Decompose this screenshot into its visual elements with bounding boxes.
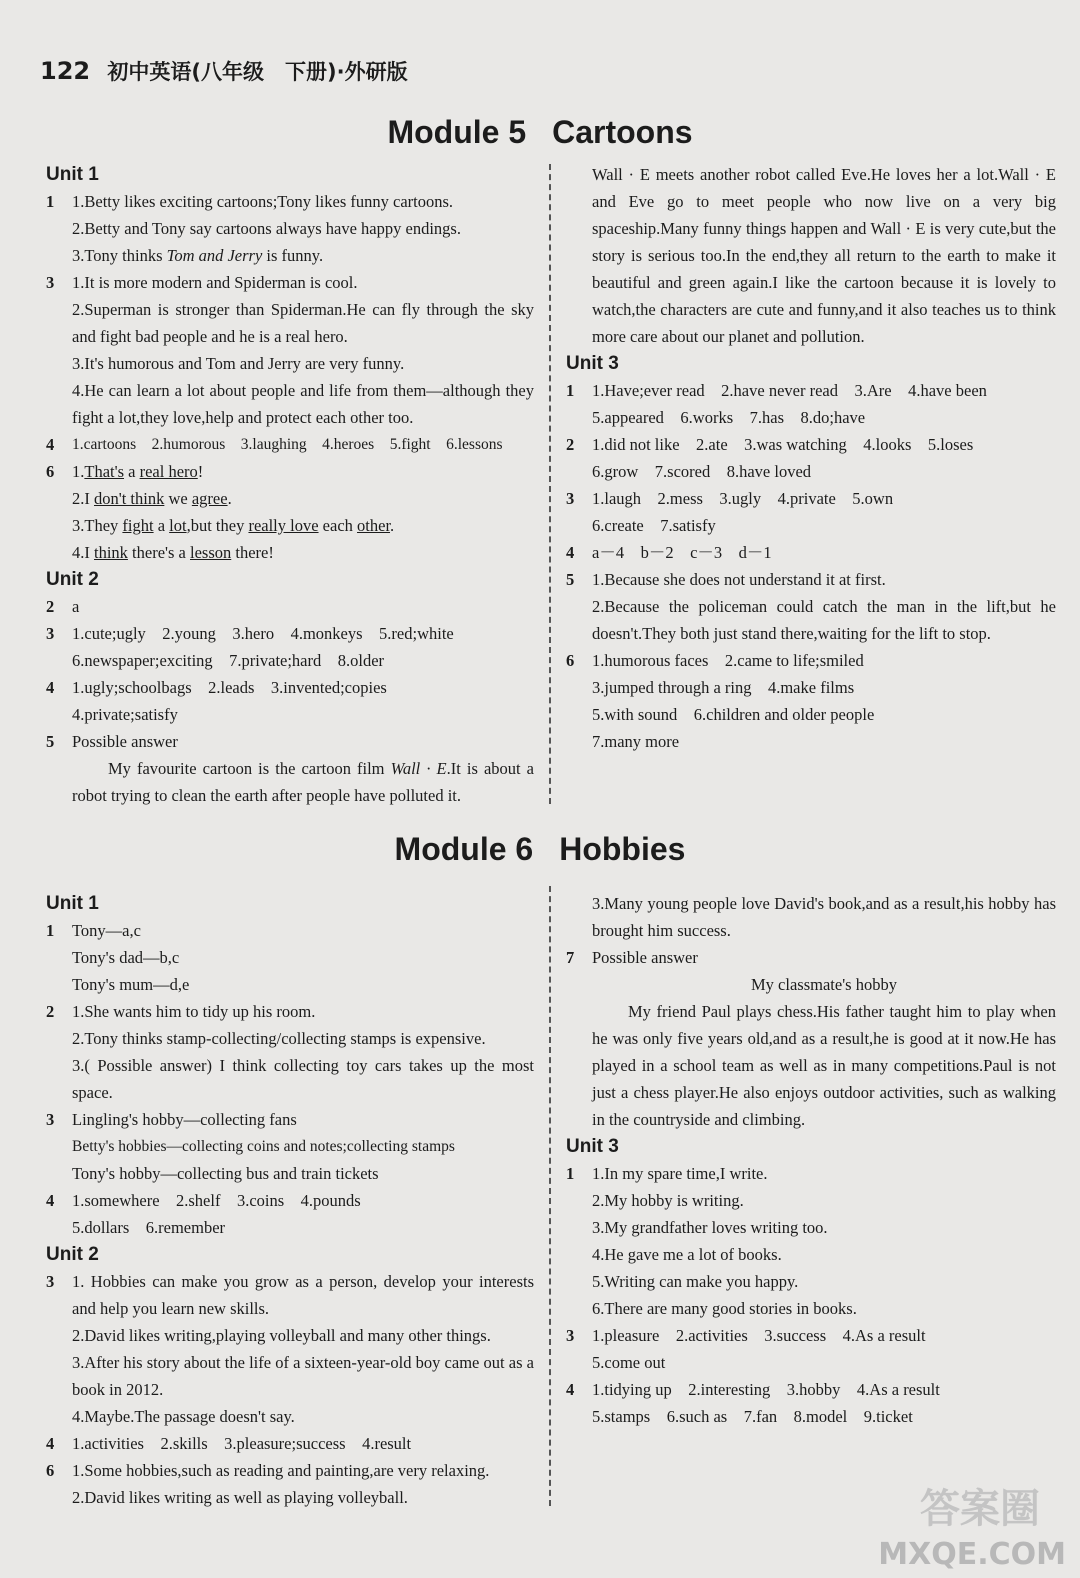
- m5-u3-q3: 3 1.laugh 2.mess 3.ugly 4.private 5.own 6.create 7.satisfy: [566, 489, 894, 535]
- module5-right-column: [566, 161, 1056, 755]
- m5-u2-q2: 2 a: [46, 597, 80, 616]
- m6-unit2-heading: Unit 2: [46, 1244, 99, 1265]
- module6-column-divider: [549, 886, 551, 1506]
- m5-u2-q5: 5 Possible answer My favourite cartoon is the cartoon film Wall · E.It is about a robot trying to clean the earth after people have polluted it.: [46, 732, 534, 805]
- m5-u2-q5-continuation: Wall · E meets another robot called Eve.He loves her a lot.Wall · E and Eve go to meet people who now live on a very big spaceship.Many funny things happen and Wall · E is very cute,but the story is serious too.In the end,they all return to the earth to make it beautiful and green again.I like the cartoon because it is lovely to watch,the characters are cute and funny,and it also teaches us to think more care about our planet and pollution.: [592, 165, 1056, 346]
- module5-number: Module 5: [387, 114, 527, 150]
- m5-u1-q1: 1 1.Betty likes exciting cartoons;Tony likes funny cartoons. 2.Betty and Tony say cartoons always have happy endings. 3.Tony thinks Tom and Jerry is funny.: [46, 192, 461, 265]
- m6-u2-q4: 4 1.activities 2.skills 3.pleasure;success 4.result: [46, 1434, 412, 1453]
- page-header: [40, 56, 408, 86]
- watermark-site: MXQE.COM: [878, 1537, 1066, 1572]
- page-number: 122: [40, 57, 91, 85]
- m5-u1-q6: 6 1.That's a real hero! 2.I don't think we agree. 3.They fight a lot,but they really love each other. 4.I think there's a lesson there!: [46, 462, 395, 562]
- module6-right-column: [566, 890, 1056, 1430]
- m5-u3-q4: 4 a－4 b－2 c－3 d－1: [566, 543, 772, 562]
- module5-name: Cartoons: [552, 114, 693, 150]
- module5-left-column: [46, 161, 534, 809]
- m6-u1-q4: 4 1.somewhere 2.shelf 3.coins 4.pounds 5.dollars 6.remember: [46, 1191, 361, 1237]
- m6-u1-q3: 3 Lingling's hobby—collecting fans Betty's hobbies—collecting coins and notes;collecting stamps Tony's hobby—collecting bus and train tickets: [46, 1110, 455, 1183]
- m6-essay-body: My friend Paul plays chess.His father taught him to play when he was only five years old,and as a result,he is good at it now.He has played in a school team as well as in many competitions.Paul is not just a chess player.He also enjoys outdoor activities, such as walking in the countryside and climbing.: [592, 1002, 1056, 1129]
- module5-column-divider: [549, 164, 551, 804]
- book-title: 初中英语(八年级 下册)·外研版: [107, 60, 408, 84]
- m5-u3-q1: 1 1.Have;ever read 2.have never read 3.Are 4.have been 5.appeared 6.works 7.has 8.do;have: [566, 381, 987, 427]
- m6-u2-q6: 6 1.Some hobbies,such as reading and painting,are very relaxing. 2.David likes writing as well as playing volleyball.: [46, 1461, 490, 1507]
- module6-name: Hobbies: [559, 831, 686, 867]
- m5-u3-q6: 6 1.humorous faces 2.came to life;smiled 3.jumped through a ring 4.make films 5.with sound 6.children and older people 7.many more: [566, 651, 875, 751]
- module5-title: [0, 114, 1080, 151]
- m6-u1-q1: 1 Tony—a,c Tony's dad—b,c Tony's mum—d,e: [46, 921, 190, 994]
- m6-essay-title: My classmate's hobby: [751, 975, 897, 994]
- m6-u2-q7: 7 Possible answer: [566, 948, 698, 967]
- m5-u1-q3: 3 1.It is more modern and Spiderman is cool. 2.Superman is stronger than Spiderman.He can fly through the sky and fight bad people and he is a real hero. 3.It's humorous and Tom and Jerry are very funny. 4.He can learn a lot about people and life from them—although they fight a lot,they love,help and protect each other too.: [46, 273, 534, 427]
- module6-title: [0, 831, 1080, 868]
- m6-unit1-heading: Unit 1: [46, 893, 99, 914]
- m5-u1-q4: 4 1.cartoons 2.humorous 3.laughing 4.heroes 5.fight 6.lessons: [46, 435, 503, 454]
- watermark-logo: 答案圈: [920, 1486, 1040, 1532]
- m6-u2-q6-continuation: 3.Many young people love David's book,and as a result,his hobby has brought him success.: [592, 894, 1056, 940]
- m5-u2-q4: 4 1.ugly;schoolbags 2.leads 3.invented;copies 4.private;satisfy: [46, 678, 387, 724]
- m6-u3-q3: 3 1.pleasure 2.activities 3.success 4.As a result 5.come out: [566, 1326, 926, 1372]
- m6-u2-q3: 3 1. Hobbies can make you grow as a person, develop your interests and help you learn new skills. 2.David likes writing,playing volleyball and many other things. 3.After his story about the life of a sixteen-year-old boy came out as a book in 2012. 4.Maybe.The passage doesn't say.: [46, 1272, 534, 1426]
- m6-u3-q1: 1 1.In my spare time,I write. 2.My hobby is writing. 3.My grandfather loves writing too. 4.He gave me a lot of books. 5.Writing can make you happy. 6.There are many good stories in books.: [566, 1164, 857, 1318]
- m5-unit1-heading: Unit 1: [46, 164, 99, 185]
- m6-unit3-heading: Unit 3: [566, 1136, 619, 1157]
- module6-number: Module 6: [394, 831, 534, 867]
- m5-unit2-heading: Unit 2: [46, 569, 99, 590]
- module6-left-column: [46, 890, 534, 1511]
- m6-u3-q4: 4 1.tidying up 2.interesting 3.hobby 4.As a result 5.stamps 6.such as 7.fan 8.model 9.ticket: [566, 1380, 940, 1426]
- m5-u3-q2: 2 1.did not like 2.ate 3.was watching 4.looks 5.loses 6.grow 7.scored 8.have loved: [566, 435, 974, 481]
- m5-u3-q5: 5 1.Because she does not understand it at first. 2.Because the policeman could catch the man in the lift,but he doesn't.They both just stand there,waiting for the lift to stop.: [566, 570, 1056, 643]
- m6-u1-q2: 2 1.She wants him to tidy up his room. 2.Tony thinks stamp-collecting/collecting stamps is expensive. 3.( Possible answer) I think collecting toy cars takes up the most space.: [46, 1002, 534, 1102]
- m5-u2-q3: 3 1.cute;ugly 2.young 3.hero 4.monkeys 5.red;white 6.newspaper;exciting 7.private;hard 8.older: [46, 624, 454, 670]
- m5-unit3-heading: Unit 3: [566, 353, 619, 374]
